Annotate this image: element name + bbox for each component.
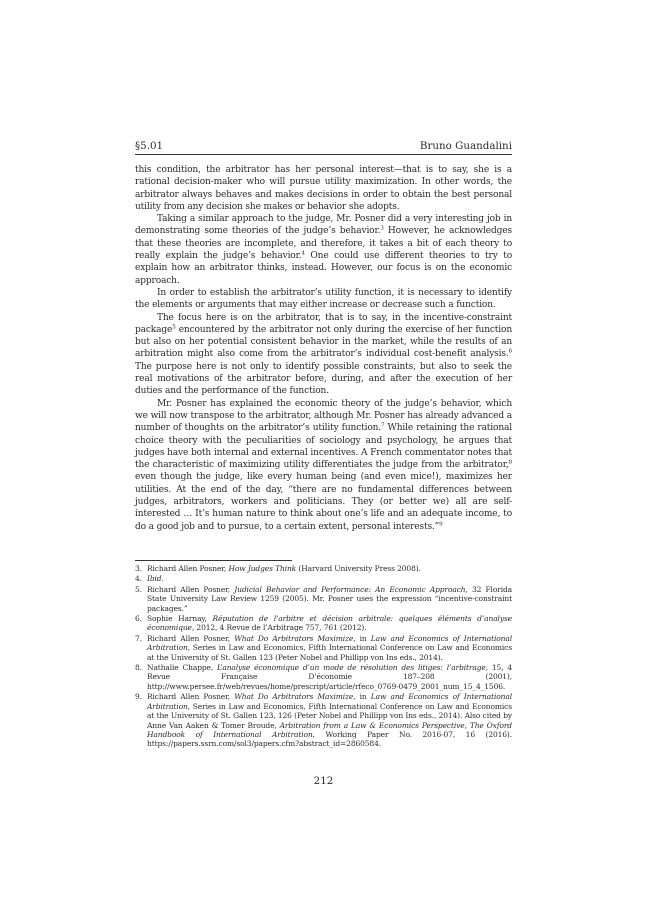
footnotes <box>135 564 512 750</box>
footnote: 7. Richard Allen Posner, What Do Arbitrators Maximize, in Law and Economics of International Arbitration, Series in Law and Economics, Fifth International Conference on Law and Economics at the University of St. Gallen 123 (Peter Nobel and Phillipp von Ins eds., 2014). <box>135 633 513 662</box>
footnote-ref: 8 <box>508 459 512 466</box>
paragraph: Taking a similar approach to the judge, Mr. Posner did a very interesting job in demonstrating some theories of the judge’s behavior.$^3$ However, he acknowledges that these theories are incomplete, and therefore, it takes a bit of each theory to really explain the judge’s behavior.$^4$ One could use different theories to try to explain how an arbitrator thinks, instead. However, our focus is on the economic approach. <box>135 214 512 286</box>
footnote: 9. Richard Allen Posner, What Do Arbitrators Maximize, in Law and Economics of International Arbitration, Series in Law and Economics, Fifth International Conference on Law and Economics at the University of St. Gallen 123, 126 (Peter Nobel and Phillipp von Ins eds., 2014). Also cited by Anne Van Aaken & Tomer Broude, Arbitration from a Law & Economics Perspective, The Oxford Handbook of International Arbitration, Working Paper No. 2016-07, 16 (2016). https://papers.ssrn.com/sol3/papers.cfm?abstract_id=2860584. <box>135 692 513 749</box>
paragraph: this condition, the arbitrator has her personal interest—that is to say, she is a rational decision-maker who will pursue utility maximization. In other words, the arbitrator always behaves and makes decisions in order to obtain the best personal utility from any decision she makes or behavior she adopts. <box>135 165 512 212</box>
footnote-ref: 3 <box>380 225 384 232</box>
header-rule <box>135 154 512 155</box>
footnote-ref: 4 <box>301 250 305 257</box>
running-header <box>135 139 512 153</box>
body-text <box>135 164 512 533</box>
footnote: 6. Sophie Harnay, Réputation de l’arbitre et décision arbitrale: quelques éléments d’analyse économique, 2012, 4 Revue de l’Arbitrage 757, 761 (2012). <box>135 614 512 633</box>
footnote-rule <box>135 560 292 561</box>
footnote-ref: 5 <box>172 324 176 331</box>
footnote-ref: 9 <box>439 521 443 528</box>
footnote-ref: 7 <box>381 422 385 429</box>
footnote: 4. Ibid. <box>135 574 164 584</box>
footnote: 8. Nathalie Chappe, L’analyse économique d’un mode de résolution des litiges: l’arbitrage, 15, 4 Revue Française D’économie 187–208 (2001), http://www.persee.fr/web/revues/home/prescript/article/rfeco_0769-0479_2001_num_15_4_1506. <box>135 663 513 691</box>
paragraph: Mr. Posner has explained the economic theory of the judge’s behavior, which we will now transpose to the arbitrator, although Mr. Posner has already advanced a number of thoughts on the arbitrator’s utility function.$^7$ While retaining the rational choice theory with the peculiarities of sociology and psychology, he argues that judges have both internal and external incentives. A French commentator notes that the characteristic of maximizing utility differentiates the judge from the arbitrator,$^8$ even though the judge, like every human being (and even mice!), maximizes her utilities. At the end of the day, “there are no fundamental differences between judges, arbitrators, workers and politicians. They (or better we) all are self-interested … It’s human nature to think about one’s life and an adequate income, to do a good job and to pursue, to a certain extent, personal interests.”$^9$ <box>135 398 513 532</box>
footnote-ref: 6 <box>508 348 512 355</box>
page-number: 212 <box>313 775 334 787</box>
author-name: Bruno Guandalini <box>419 140 512 152</box>
footnote: 5. Richard Allen Posner, Judicial Behavior and Performance: An Economic Approach, 32 Florida State University Law Review 1259 (2005). Mr. Posner uses the expression “incentive-constraint packages.” <box>135 584 513 613</box>
section-number: §5.01 <box>135 140 164 152</box>
paragraph: The focus here is on the arbitrator, that is to say, in the incentive-constraint package$^5$ encountered by the arbitrator not only during the exercise of her function but also on her potential consistent behavior in the market, while the results of an arbitration might also come from the arbitrator’s individual cost-benefit analysis.$^6$ The purpose here is not only to identify possible constraints, but also to seek the real motivations of the arbitrator before, during, and after the execution of her duties and the performance of the function. <box>135 312 512 397</box>
footnote: 3. Richard Allen Posner, How Judges Think (Harvard University Press 2008). <box>135 564 421 573</box>
paragraph: In order to establish the arbitrator’s utility function, it is necessary to identify the elements or arguments that may either increase or decrease such a function. <box>135 287 512 311</box>
